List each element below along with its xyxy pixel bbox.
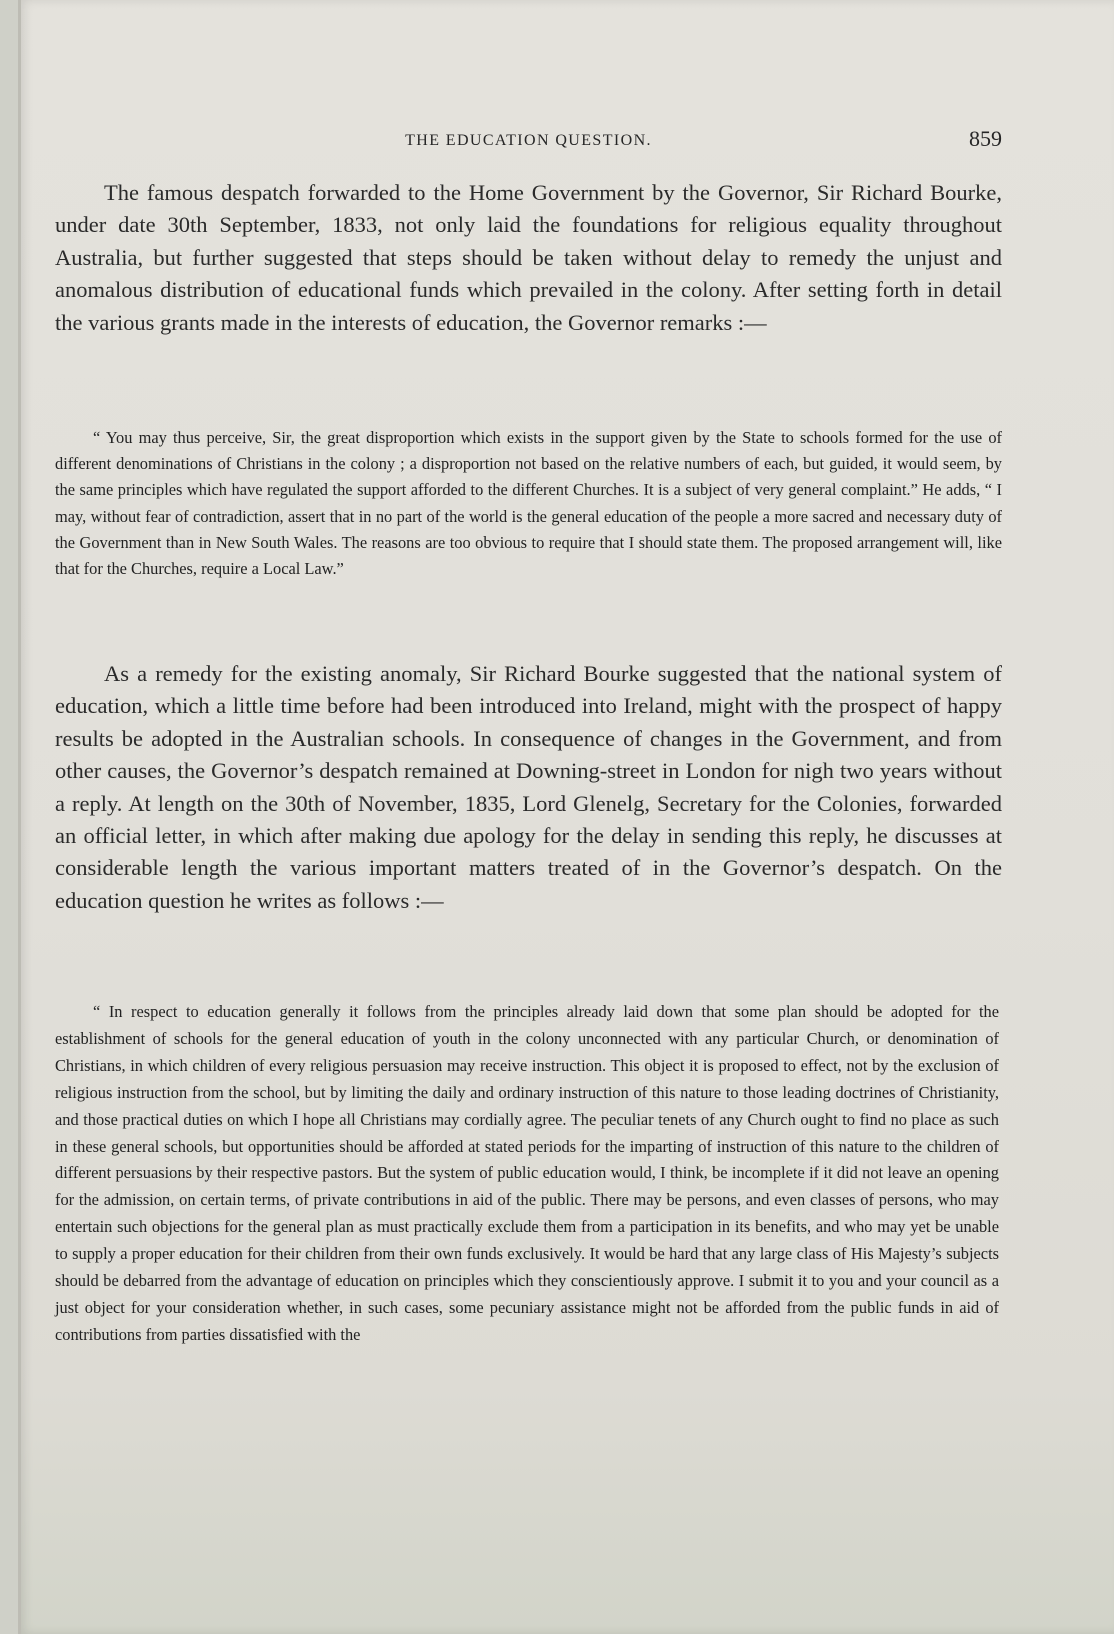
body-paragraph: The famous despatch forwarded to the Home Government by the Governor, Sir Richard Bourke, under date 30th September, 1833, not only laid the foundations for religious equality throughout Australia, but further suggested that steps should be taken without delay to remedy the unjust and anomalous distribution of educational funds which prevailed in the colony. After setting forth in detail the various grants made in the interests of education, the Governor remarks :— [55, 180, 1002, 335]
page-number: 859 [969, 126, 1002, 151]
body-paragraph: As a remedy for the existing anomaly, Sir Richard Bourke suggested that the national system of education, which a little time before had been introduced into Ireland, might with the prospect of happy results be adopted in the Australian schools. In consequence of changes in the Government, and from other causes, the Governor’s despatch remained at Downing-street in London for nigh two years without a reply. At length on the 30th of November, 1835, Lord Glenelg, Secretary for the Colonies, forwarded an official letter, in which after making due apology for the delay in sending this reply, he discusses at considerable length the various important matters treated of in the Governor’s despatch. On the education question he writes as follows :— [55, 661, 1002, 913]
block-quote: “ You may thus perceive, Sir, the great disproportion which exists in the support given by the State to schools formed for the use of different denominations of Christians in the colony ; a disproportion not based on the relative numbers of each, but guided, it would seem, by the same principles which have regulated the support afforded to the different Churches. It is a subject of very general complaint.” He adds, “ I may, without fear of contradiction, assert that in no part of the world is the general education of the people a more sacred and necessary duty of the Government than in New South Wales. The reasons are too obvious to require that I should state them. The proposed arrangement will, like that for the Churches, require a Local Law.” [55, 428, 1002, 579]
page-edge [18, 0, 21, 1634]
page-header [55, 126, 1002, 156]
block-quote: “ In respect to education generally it follows from the principles already laid down that some plan should be adopted for the establishment of schools for the general education of youth in the colony unconnected with any particular Church, or denomination of Christians, in which children of every religious persuasion may receive instruction. This object it is proposed to effect, not by the exclusion of religious instruction from the school, but by limiting the daily and ordinary instruction of this nature to those leading doctrines of Christianity, and those practical duties on which I hope all Christians may cordially agree. The peculiar tenets of any Church ought to find no place as such in these general schools, but opportunities should be afforded at stated periods for the imparting of instruction of this nature to the children of different persuasions by their respective pastors. But the system of public education would, I think, be incomplete if it did not leave an opening for the admission, on certain terms, of private contributions in aid of the public. There may be persons, and even classes of persons, who may entertain such objections for the general plan as must practically exclude them from a participation in its benefits, and who may yet be unable to supply a proper education for their children from their own funds exclusively. It would be hard that any large class of His Majesty’s subjects should be debarred from the advantage of education on principles which they conscientiously approve. I submit it to you and your council as a just object for your consideration whether, in such cases, some pecuniary assistance might not be afforded from the public funds in aid of contributions from parties dissatisfied with the [55, 1002, 999, 1344]
running-title: THE EDUCATION QUESTION. [405, 132, 652, 149]
